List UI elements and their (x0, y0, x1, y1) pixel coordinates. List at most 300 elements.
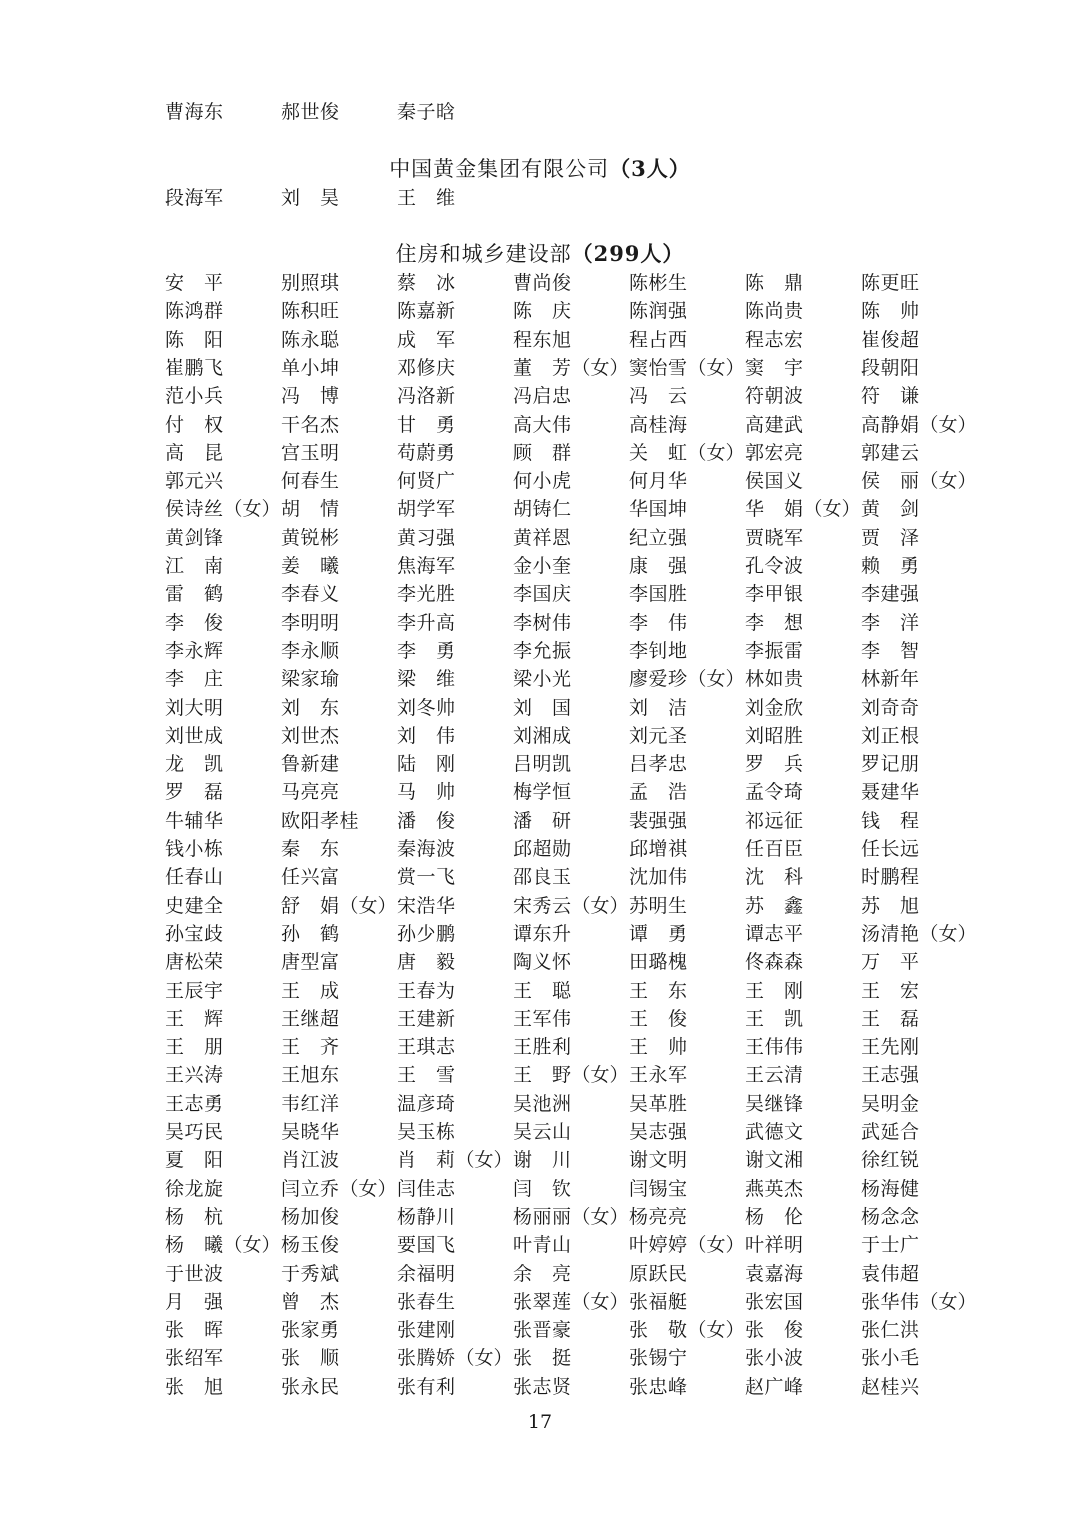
name-row (0, 778, 1080, 806)
person-name: 符朝波 (745, 385, 804, 408)
person-name: 李树伟 (513, 611, 572, 634)
person-name: 潘 研 (513, 809, 572, 832)
person-name: 杨海健 (861, 1177, 920, 1200)
person-name: 徐龙旋 (165, 1177, 224, 1200)
name-row (0, 1288, 1080, 1316)
person-name: 李春义 (281, 583, 340, 606)
person-name: 窦 宇 (745, 356, 804, 379)
name-row (0, 1231, 1080, 1259)
person-name: 王胜利 (513, 1036, 572, 1059)
person-name: 王 俊 (629, 1007, 688, 1030)
person-name: 叶祥明 (745, 1234, 804, 1257)
person-name: 王 雪 (397, 1064, 456, 1087)
person-name: 张小毛 (861, 1347, 920, 1370)
person-name: 冯 博 (281, 385, 340, 408)
person-name: 邱增祺 (629, 838, 688, 860)
person-name: 杨念念 (861, 1205, 920, 1228)
section-heading-china-gold (0, 155, 1080, 183)
name-row (0, 977, 1080, 1005)
person-name: 张永民 (281, 1375, 340, 1398)
person-name: 孟 浩 (629, 781, 688, 804)
person-name: 张 顺 (281, 1347, 340, 1370)
person-name: 窦怡雪（女） (629, 356, 745, 379)
person-name: 甘 勇 (397, 413, 456, 436)
name-row (0, 354, 1080, 382)
person-name: 王军伟 (513, 1007, 572, 1030)
person-name: 原跃民 (629, 1262, 688, 1285)
person-name: 罗 磊 (165, 781, 224, 804)
person-name: 夏 阳 (165, 1149, 224, 1172)
person-name: 王志勇 (165, 1092, 224, 1115)
person-name: 邓修庆 (397, 356, 456, 379)
person-name: 刘元圣 (629, 724, 688, 747)
person-name: 牛辅华 (165, 809, 224, 832)
person-name: 王 东 (629, 979, 688, 1002)
person-name: 张忠峰 (629, 1375, 688, 1398)
person-name: 叶青山 (513, 1234, 572, 1257)
person-name: 罗记朋 (861, 753, 920, 776)
person-name: 陈润强 (629, 300, 688, 323)
person-name: 何小虎 (513, 470, 572, 493)
person-name: 龙 凯 (165, 753, 224, 776)
person-name: 秦 东 (281, 838, 340, 860)
name-row (0, 524, 1080, 552)
person-name: 王 维 (397, 187, 456, 209)
person-name: 王 辉 (165, 1007, 224, 1030)
person-name: 武延合 (861, 1121, 920, 1143)
name-row (0, 269, 1080, 297)
person-name: 杨亮亮 (629, 1205, 688, 1228)
person-name: 谭志平 (745, 922, 804, 945)
person-name: 李永辉 (165, 639, 224, 662)
person-name: 陈彬生 (629, 272, 688, 294)
person-name: 王继超 (281, 1007, 340, 1030)
person-name: 杨丽丽（女） (513, 1205, 629, 1228)
person-name: 于秀斌 (281, 1262, 340, 1285)
person-name: 燕英杰 (745, 1177, 804, 1200)
name-row (0, 1260, 1080, 1288)
name-row (0, 411, 1080, 439)
person-name: 邵良玉 (513, 866, 572, 889)
name-row (0, 835, 1080, 863)
person-name: 李 伟 (629, 611, 688, 634)
person-name: 梁 维 (397, 668, 456, 691)
person-name: 王 齐 (281, 1036, 340, 1059)
person-name: 王云清 (745, 1064, 804, 1087)
page-number: 17 (527, 1411, 553, 1433)
person-name: 李振雷 (745, 639, 804, 662)
person-name: 冯启忠 (513, 385, 572, 408)
section-count: （299人） (571, 241, 685, 266)
person-name: 谭东升 (513, 922, 572, 945)
person-name: 程志宏 (745, 328, 804, 351)
name-row (0, 184, 1080, 212)
person-name: 钱小栋 (165, 838, 224, 860)
person-name: 张腾娇（女） (397, 1347, 513, 1370)
person-name: 张家勇 (281, 1319, 340, 1342)
person-name: 孙 鹤 (281, 922, 340, 945)
person-name: 吴志强 (629, 1121, 688, 1143)
name-row (0, 439, 1080, 467)
person-name: 张 挺 (513, 1347, 572, 1370)
person-name: 聂建华 (861, 781, 920, 804)
person-name: 吕明凯 (513, 753, 572, 776)
person-name: 李 想 (745, 611, 804, 634)
person-name: 李 洋 (861, 611, 920, 634)
person-name: 张志贤 (513, 1375, 572, 1398)
person-name: 杨 曦（女） (165, 1234, 281, 1257)
person-name: 闫锡宝 (629, 1177, 688, 1200)
section-heading-housing-ministry (0, 240, 1080, 268)
person-name: 于世波 (165, 1262, 224, 1285)
person-name: 谭 勇 (629, 922, 688, 945)
person-name: 佟森森 (745, 951, 804, 974)
person-name: 李允振 (513, 639, 572, 662)
name-row (0, 750, 1080, 778)
person-name: 肖江波 (281, 1149, 340, 1172)
person-name: 顾 群 (513, 441, 572, 464)
person-name: 郭建云 (861, 441, 920, 464)
person-name: 陈 鼎 (745, 272, 804, 294)
person-name: 张 俊 (745, 1319, 804, 1342)
person-name: 袁嘉海 (745, 1262, 804, 1285)
person-name: 张绍军 (165, 1347, 224, 1370)
person-name: 于士广 (861, 1234, 920, 1257)
person-name: 华国坤 (629, 498, 688, 521)
person-name: 赵广峰 (745, 1375, 804, 1398)
name-row (0, 1033, 1080, 1061)
person-name: 康 强 (629, 555, 688, 577)
person-name: 张宏国 (745, 1290, 804, 1313)
person-name: 秦子晗 (397, 101, 456, 123)
person-name: 徐红锐 (861, 1149, 920, 1172)
person-name: 高建武 (745, 413, 804, 436)
person-name: 罗 兵 (745, 753, 804, 776)
person-name: 吴明金 (861, 1092, 920, 1115)
person-name: 陈尚贵 (745, 300, 804, 323)
person-name: 张晋豪 (513, 1319, 572, 1342)
person-name: 李 勇 (397, 639, 456, 662)
person-name: 吴继锋 (745, 1092, 804, 1115)
person-name: 黄习强 (397, 526, 456, 549)
section-count: （3人） (609, 156, 691, 181)
person-name: 刘冬帅 (397, 696, 456, 719)
person-name: 刘昭胜 (745, 724, 804, 747)
person-name: 刘正根 (861, 724, 920, 747)
person-name: 马 帅 (397, 781, 456, 804)
person-name: 郭元兴 (165, 470, 224, 493)
person-name: 邱超勋 (513, 838, 572, 860)
person-name: 刘湘成 (513, 724, 572, 747)
person-name: 胡 情 (281, 498, 340, 521)
person-name: 崔鹏飞 (165, 356, 224, 379)
person-name: 王琪志 (397, 1036, 456, 1059)
person-name: 李 智 (861, 639, 920, 662)
person-name: 杨静川 (397, 1205, 456, 1228)
name-row (0, 326, 1080, 354)
person-name: 杨 杭 (165, 1205, 224, 1228)
person-name: 王 朋 (165, 1036, 224, 1059)
person-name: 李升高 (397, 611, 456, 634)
person-name: 江 南 (165, 555, 224, 577)
person-name: 姜 曦 (281, 555, 340, 577)
person-name: 李钊地 (629, 639, 688, 662)
person-name: 范小兵 (165, 385, 224, 408)
person-name: 刘 洁 (629, 696, 688, 719)
person-name: 王春为 (397, 979, 456, 1002)
person-name: 赵桂兴 (861, 1375, 920, 1398)
name-row (0, 722, 1080, 750)
person-name: 叶婷婷（女） (629, 1234, 745, 1257)
person-name: 李明明 (281, 611, 340, 634)
name-row (0, 694, 1080, 722)
person-name: 梅学恒 (513, 781, 572, 804)
person-name: 李 俊 (165, 611, 224, 634)
person-name: 符 谦 (861, 385, 920, 408)
name-row (0, 1203, 1080, 1231)
person-name: 闫佳志 (397, 1177, 456, 1200)
person-name: 任长远 (861, 838, 920, 860)
person-name: 冯洛新 (397, 385, 456, 408)
person-name: 郝世俊 (281, 101, 340, 123)
person-name: 杨加俊 (281, 1205, 340, 1228)
person-name: 闫 钦 (513, 1177, 572, 1200)
person-name: 付 权 (165, 413, 224, 436)
person-name: 裴强强 (629, 809, 688, 832)
person-name: 段海军 (165, 187, 224, 209)
person-name: 宫玉明 (281, 441, 340, 464)
person-name: 陶义怀 (513, 951, 572, 974)
person-name: 陈嘉新 (397, 300, 456, 323)
name-row (0, 807, 1080, 835)
person-name: 刘大明 (165, 696, 224, 719)
person-name: 唐型富 (281, 951, 340, 974)
person-name: 陈更旺 (861, 272, 920, 294)
person-name: 何贤广 (397, 470, 456, 493)
person-name: 苟蔚勇 (397, 441, 456, 464)
person-name: 吴玉栋 (397, 1121, 456, 1143)
person-name: 单小坤 (281, 356, 340, 379)
person-name: 王 成 (281, 979, 340, 1002)
person-name: 刘 国 (513, 696, 572, 719)
name-row (0, 495, 1080, 523)
section-title: 中国黄金集团有限公司 (389, 157, 610, 181)
name-row (0, 1373, 1080, 1401)
person-name: 王建新 (397, 1007, 456, 1030)
person-name: 黄锐彬 (281, 526, 340, 549)
person-name: 张翠莲（女） (513, 1290, 629, 1313)
person-name: 孙少鹏 (397, 922, 456, 945)
name-row (0, 892, 1080, 920)
person-name: 王兴涛 (165, 1064, 224, 1087)
person-name: 吴晓华 (281, 1121, 340, 1143)
name-row (0, 552, 1080, 580)
person-name: 陈鸿群 (165, 300, 224, 323)
person-name: 胡学军 (397, 498, 456, 521)
person-name: 胡铸仁 (513, 498, 572, 521)
person-name: 陈积旺 (281, 300, 340, 323)
person-name: 程占西 (629, 328, 688, 351)
person-name: 李国胜 (629, 583, 688, 606)
person-name: 钱 程 (861, 809, 920, 832)
person-name: 吴池洲 (513, 1092, 572, 1115)
person-name: 贾晓军 (745, 526, 804, 549)
person-name: 谢文湘 (745, 1149, 804, 1172)
person-name: 欧阳孝桂 (281, 809, 360, 832)
person-name: 赖 勇 (861, 555, 920, 577)
person-name: 蔡 冰 (397, 272, 456, 294)
person-name: 任春山 (165, 866, 224, 889)
person-name: 杨玉俊 (281, 1234, 340, 1257)
person-name: 张 敬（女） (629, 1319, 745, 1342)
person-name: 武德文 (745, 1121, 804, 1143)
person-name: 成 军 (397, 328, 456, 351)
name-row (0, 609, 1080, 637)
person-name: 李光胜 (397, 583, 456, 606)
person-name: 陈 帅 (861, 300, 920, 323)
person-name: 张 旭 (165, 1375, 224, 1398)
person-name: 沈加伟 (629, 866, 688, 889)
person-name: 吕孝忠 (629, 753, 688, 776)
person-name: 余福明 (397, 1262, 456, 1285)
section-title: 住房和城乡建设部 (395, 242, 572, 266)
name-row (0, 382, 1080, 410)
person-name: 李建强 (861, 583, 920, 606)
person-name: 侯诗丝（女） (165, 498, 281, 521)
person-name: 高 昆 (165, 441, 224, 464)
person-name: 别照琪 (281, 272, 340, 294)
person-name: 闫立乔（女） (281, 1177, 397, 1200)
name-row (0, 863, 1080, 891)
person-name: 杨 伦 (745, 1205, 804, 1228)
person-name: 苏 旭 (861, 894, 920, 917)
person-name: 时鹏程 (861, 866, 920, 889)
person-name: 黄 剑 (861, 498, 920, 521)
person-name: 谢 川 (513, 1149, 572, 1172)
person-name: 高静娟（女） (861, 413, 977, 436)
person-name: 孙宝歧 (165, 922, 224, 945)
person-name: 张小波 (745, 1347, 804, 1370)
person-name: 高桂海 (629, 413, 688, 436)
person-name: 陈 阳 (165, 328, 224, 351)
person-name: 刘金欣 (745, 696, 804, 719)
person-name: 田璐槐 (629, 951, 688, 974)
person-name: 汤清艳（女） (861, 922, 977, 945)
person-name: 刘 昊 (281, 187, 340, 209)
name-row (0, 580, 1080, 608)
person-name: 王志强 (861, 1064, 920, 1087)
person-name: 孟令琦 (745, 781, 804, 804)
person-name: 苏明生 (629, 894, 688, 917)
person-name: 王 野（女） (513, 1064, 629, 1087)
person-name: 王 磊 (861, 1007, 920, 1030)
name-row (0, 1090, 1080, 1118)
person-name: 吴革胜 (629, 1092, 688, 1115)
person-name: 温彦琦 (397, 1092, 456, 1115)
person-name: 曾 杰 (281, 1290, 340, 1313)
person-name: 肖 莉（女） (397, 1149, 513, 1172)
person-name: 唐松荣 (165, 951, 224, 974)
person-name: 刘奇奇 (861, 696, 920, 719)
person-name: 刘 伟 (397, 724, 456, 747)
person-name: 程东旭 (513, 328, 572, 351)
person-name: 陈 庆 (513, 300, 572, 323)
person-name: 鲁新建 (281, 753, 340, 776)
name-row (0, 297, 1080, 325)
person-name: 王永军 (629, 1064, 688, 1087)
person-name: 李国庆 (513, 583, 572, 606)
person-name: 张建刚 (397, 1319, 456, 1342)
person-name: 段朝阳 (861, 356, 920, 379)
person-name: 曹海东 (165, 101, 224, 123)
person-name: 张锡宁 (629, 1347, 688, 1370)
person-name: 王 宏 (861, 979, 920, 1002)
person-name: 张华伟（女） (861, 1290, 977, 1313)
name-row (0, 467, 1080, 495)
name-row (0, 637, 1080, 665)
person-name: 王先刚 (861, 1036, 920, 1059)
person-name: 吴云山 (513, 1121, 572, 1143)
person-name: 吴巧民 (165, 1121, 224, 1143)
person-name: 焦海军 (397, 555, 456, 577)
person-name: 侯国义 (745, 470, 804, 493)
person-name: 张春生 (397, 1290, 456, 1313)
intro-names-row (0, 98, 1080, 126)
person-name: 刘世杰 (281, 724, 340, 747)
person-name: 董 芳（女） (513, 356, 629, 379)
person-name: 余 亮 (513, 1262, 572, 1285)
person-name: 崔俊超 (861, 328, 920, 351)
person-name: 黄祥恩 (513, 526, 572, 549)
name-row (0, 1316, 1080, 1344)
person-name: 关 虹（女） (629, 441, 745, 464)
person-name: 马亮亮 (281, 781, 340, 804)
person-name: 张福艇 (629, 1290, 688, 1313)
name-row (0, 948, 1080, 976)
person-name: 侯 丽（女） (861, 470, 977, 493)
person-name: 史建全 (165, 894, 224, 917)
person-name: 沈 科 (745, 866, 804, 889)
person-name: 月 强 (165, 1290, 224, 1313)
person-name: 张仁洪 (861, 1319, 920, 1342)
person-name: 纪立强 (629, 526, 688, 549)
person-name: 何春生 (281, 470, 340, 493)
person-name: 王伟伟 (745, 1036, 804, 1059)
person-name: 李永顺 (281, 639, 340, 662)
person-name: 袁伟超 (861, 1262, 920, 1285)
person-name: 贾 泽 (861, 526, 920, 549)
name-row (0, 1146, 1080, 1174)
name-row (0, 1118, 1080, 1146)
person-name: 冯 云 (629, 385, 688, 408)
person-name: 干名杰 (281, 413, 340, 436)
name-row (0, 1005, 1080, 1033)
person-name: 孔令波 (745, 555, 804, 577)
person-name: 张 晖 (165, 1319, 224, 1342)
name-row (0, 665, 1080, 693)
person-name: 林如贵 (745, 668, 804, 691)
person-name: 王 帅 (629, 1036, 688, 1059)
person-name: 李 庄 (165, 668, 224, 691)
person-name: 任百臣 (745, 838, 804, 860)
person-name: 韦红洋 (281, 1092, 340, 1115)
person-name: 何月华 (629, 470, 688, 493)
person-name: 陈永聪 (281, 328, 340, 351)
person-name: 王辰宇 (165, 979, 224, 1002)
person-name: 王 刚 (745, 979, 804, 1002)
person-name: 廖爱珍（女） (629, 668, 745, 691)
person-name: 郭宏亮 (745, 441, 804, 464)
